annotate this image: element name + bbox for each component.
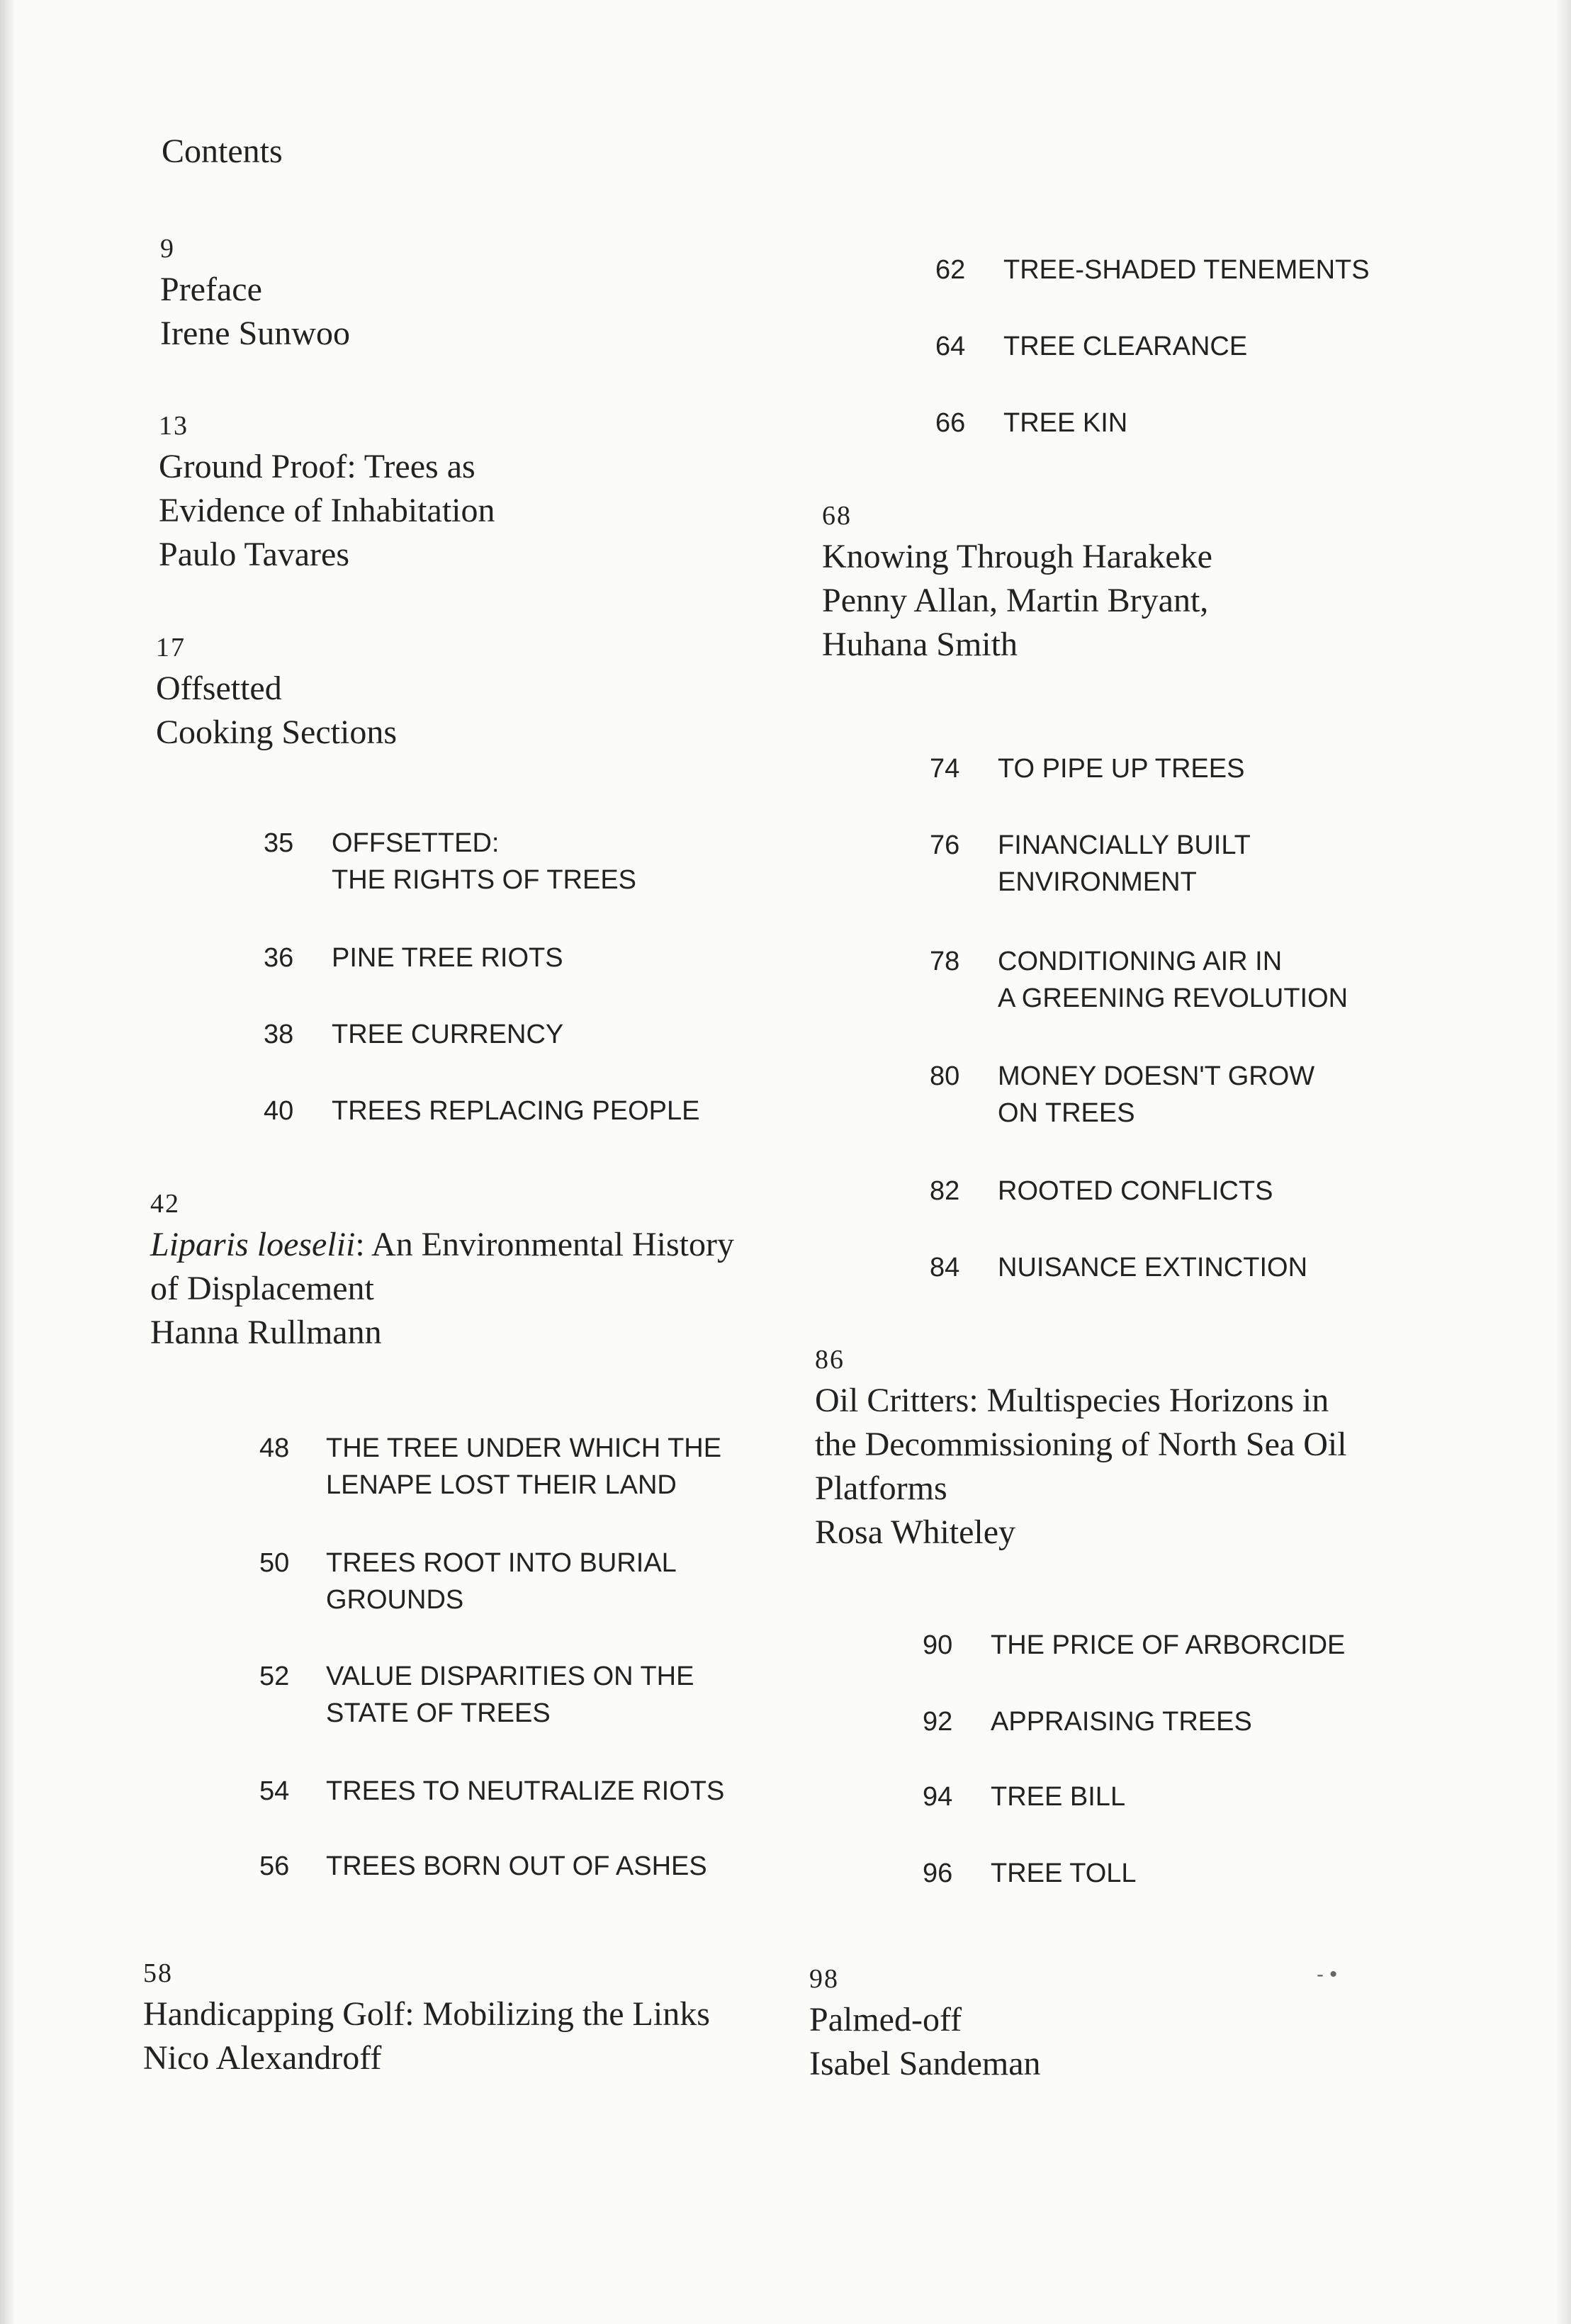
essay-title: Handicapping Golf: Mobilizing the Links <box>143 1995 710 2033</box>
article-title: MONEY DOESN'T GROW <box>998 1061 1315 1091</box>
article-title: PINE TREE RIOTS <box>332 943 563 973</box>
essay-title: Knowing Through Harakeke <box>822 538 1212 575</box>
essay-author: Irene Sunwoo <box>160 315 350 352</box>
article-page-number: 64 <box>935 332 966 361</box>
article-page-number: 54 <box>259 1776 290 1806</box>
essay-page-number: 9 <box>160 234 175 264</box>
essay-page-number: 17 <box>156 633 186 662</box>
article-page-number: 92 <box>923 1707 953 1737</box>
essay-entry[interactable] <box>822 501 1212 667</box>
article-title: TREE CURRENCY <box>332 1020 564 1049</box>
article-title: TREE TOLL <box>991 1858 1137 1888</box>
essay-author: Huhana Smith <box>822 626 1018 663</box>
essay-author: Rosa Whiteley <box>815 1513 1016 1551</box>
article-page-number: 40 <box>264 1096 294 1126</box>
article-title: TREE CLEARANCE <box>1003 332 1248 361</box>
article-title: TREES REPLACING PEOPLE <box>332 1096 700 1126</box>
article-page-number: 35 <box>264 828 294 858</box>
article-page-number: 82 <box>930 1176 960 1206</box>
article-page-number: 94 <box>923 1782 953 1812</box>
article-title: LENAPE LOST THEIR LAND <box>326 1470 677 1500</box>
article-title: ROOTED CONFLICTS <box>998 1176 1273 1206</box>
article-page-number: 52 <box>259 1662 290 1691</box>
essay-entry[interactable] <box>160 234 350 356</box>
essay-page-number: 98 <box>809 1964 839 1994</box>
essay-page-number: 68 <box>822 501 852 531</box>
article-page-number: 76 <box>930 830 960 860</box>
essay-title: of Displacement <box>150 1270 374 1307</box>
article-title: NUISANCE EXTINCTION <box>998 1253 1308 1282</box>
article-page-number: 66 <box>935 408 966 438</box>
essay-title: Liparis loeselii: An Environmental History <box>150 1226 734 1263</box>
article-page-number: 50 <box>259 1548 290 1578</box>
essay-author: Isabel Sandeman <box>809 2045 1041 2082</box>
essay-entry[interactable] <box>809 1964 1041 2086</box>
article-title: TREE BILL <box>991 1782 1126 1812</box>
page-edge-shadow <box>1555 0 1571 2324</box>
essay-entry[interactable] <box>159 411 495 577</box>
contents-heading: Contents <box>162 132 283 170</box>
article-title: APPRAISING TREES <box>991 1707 1252 1737</box>
article-title: FINANCIALLY BUILT <box>998 830 1251 860</box>
article-page-number: 90 <box>923 1630 953 1660</box>
essay-title-italic: Liparis loeselii <box>150 1226 356 1263</box>
article-page-number: 74 <box>930 754 960 784</box>
essay-author: Paulo Tavares <box>159 536 350 573</box>
essay-author: Hanna Rullmann <box>150 1314 382 1351</box>
article-title: THE TREE UNDER WHICH THE <box>326 1433 722 1463</box>
essay-page-number: 86 <box>815 1345 845 1375</box>
article-title: TREES TO NEUTRALIZE RIOTS <box>326 1776 725 1806</box>
article-page-number: 62 <box>935 255 966 285</box>
article-title: THE RIGHTS OF TREES <box>332 865 637 895</box>
article-title: TREE KIN <box>1003 408 1128 438</box>
article-title: STATE OF TREES <box>326 1698 551 1728</box>
scan-speck: - • <box>1317 1963 1337 1986</box>
article-page-number: 84 <box>930 1253 960 1282</box>
essay-title: Preface <box>160 271 262 308</box>
essay-title: the Decommissioning of North Sea Oil <box>815 1426 1347 1463</box>
article-title: CONDITIONING AIR IN <box>998 947 1283 976</box>
article-title: TREE-SHADED TENEMENTS <box>1003 255 1370 285</box>
essay-title: Platforms <box>815 1470 947 1507</box>
article-page-number: 78 <box>930 947 960 976</box>
essay-entry[interactable] <box>143 1958 710 2080</box>
article-title: ON TREES <box>998 1098 1135 1128</box>
essay-page-number: 13 <box>159 411 188 441</box>
article-title: A GREENING REVOLUTION <box>998 983 1348 1013</box>
article-title: TREES ROOT INTO BURIAL <box>326 1548 677 1578</box>
essay-entry[interactable] <box>815 1345 1347 1555</box>
essay-author: Nico Alexandroff <box>143 2039 382 2077</box>
page-edge-shadow <box>0 0 16 2324</box>
essay-title: Oil Critters: Multispecies Horizons in <box>815 1382 1329 1419</box>
article-title: VALUE DISPARITIES ON THE <box>326 1662 694 1691</box>
article-page-number: 80 <box>930 1061 960 1091</box>
article-title: ENVIRONMENT <box>998 867 1197 897</box>
article-page-number: 38 <box>264 1020 294 1049</box>
essay-title: Evidence of Inhabitation <box>159 492 495 529</box>
essay-author: Penny Allan, Martin Bryant, <box>822 582 1209 619</box>
article-title: THE PRICE OF ARBORCIDE <box>991 1630 1346 1660</box>
article-title: TREES BORN OUT OF ASHES <box>326 1851 707 1881</box>
essay-entry[interactable] <box>150 1189 734 1355</box>
essay-author: Cooking Sections <box>156 713 398 751</box>
essay-title: Offsetted <box>156 670 282 707</box>
article-title: GROUNDS <box>326 1585 464 1615</box>
essay-page-number: 58 <box>143 1958 173 1988</box>
article-title: TO PIPE UP TREES <box>998 754 1245 784</box>
article-page-number: 96 <box>923 1858 953 1888</box>
essay-entry[interactable] <box>156 633 397 755</box>
essay-title: Ground Proof: Trees as <box>159 448 475 485</box>
article-page-number: 36 <box>264 943 294 973</box>
article-page-number: 56 <box>259 1851 290 1881</box>
article-page-number: 48 <box>259 1433 290 1463</box>
article-title: OFFSETTED: <box>332 828 500 858</box>
essay-title: Palmed-off <box>809 2001 962 2038</box>
essay-page-number: 42 <box>150 1189 180 1219</box>
